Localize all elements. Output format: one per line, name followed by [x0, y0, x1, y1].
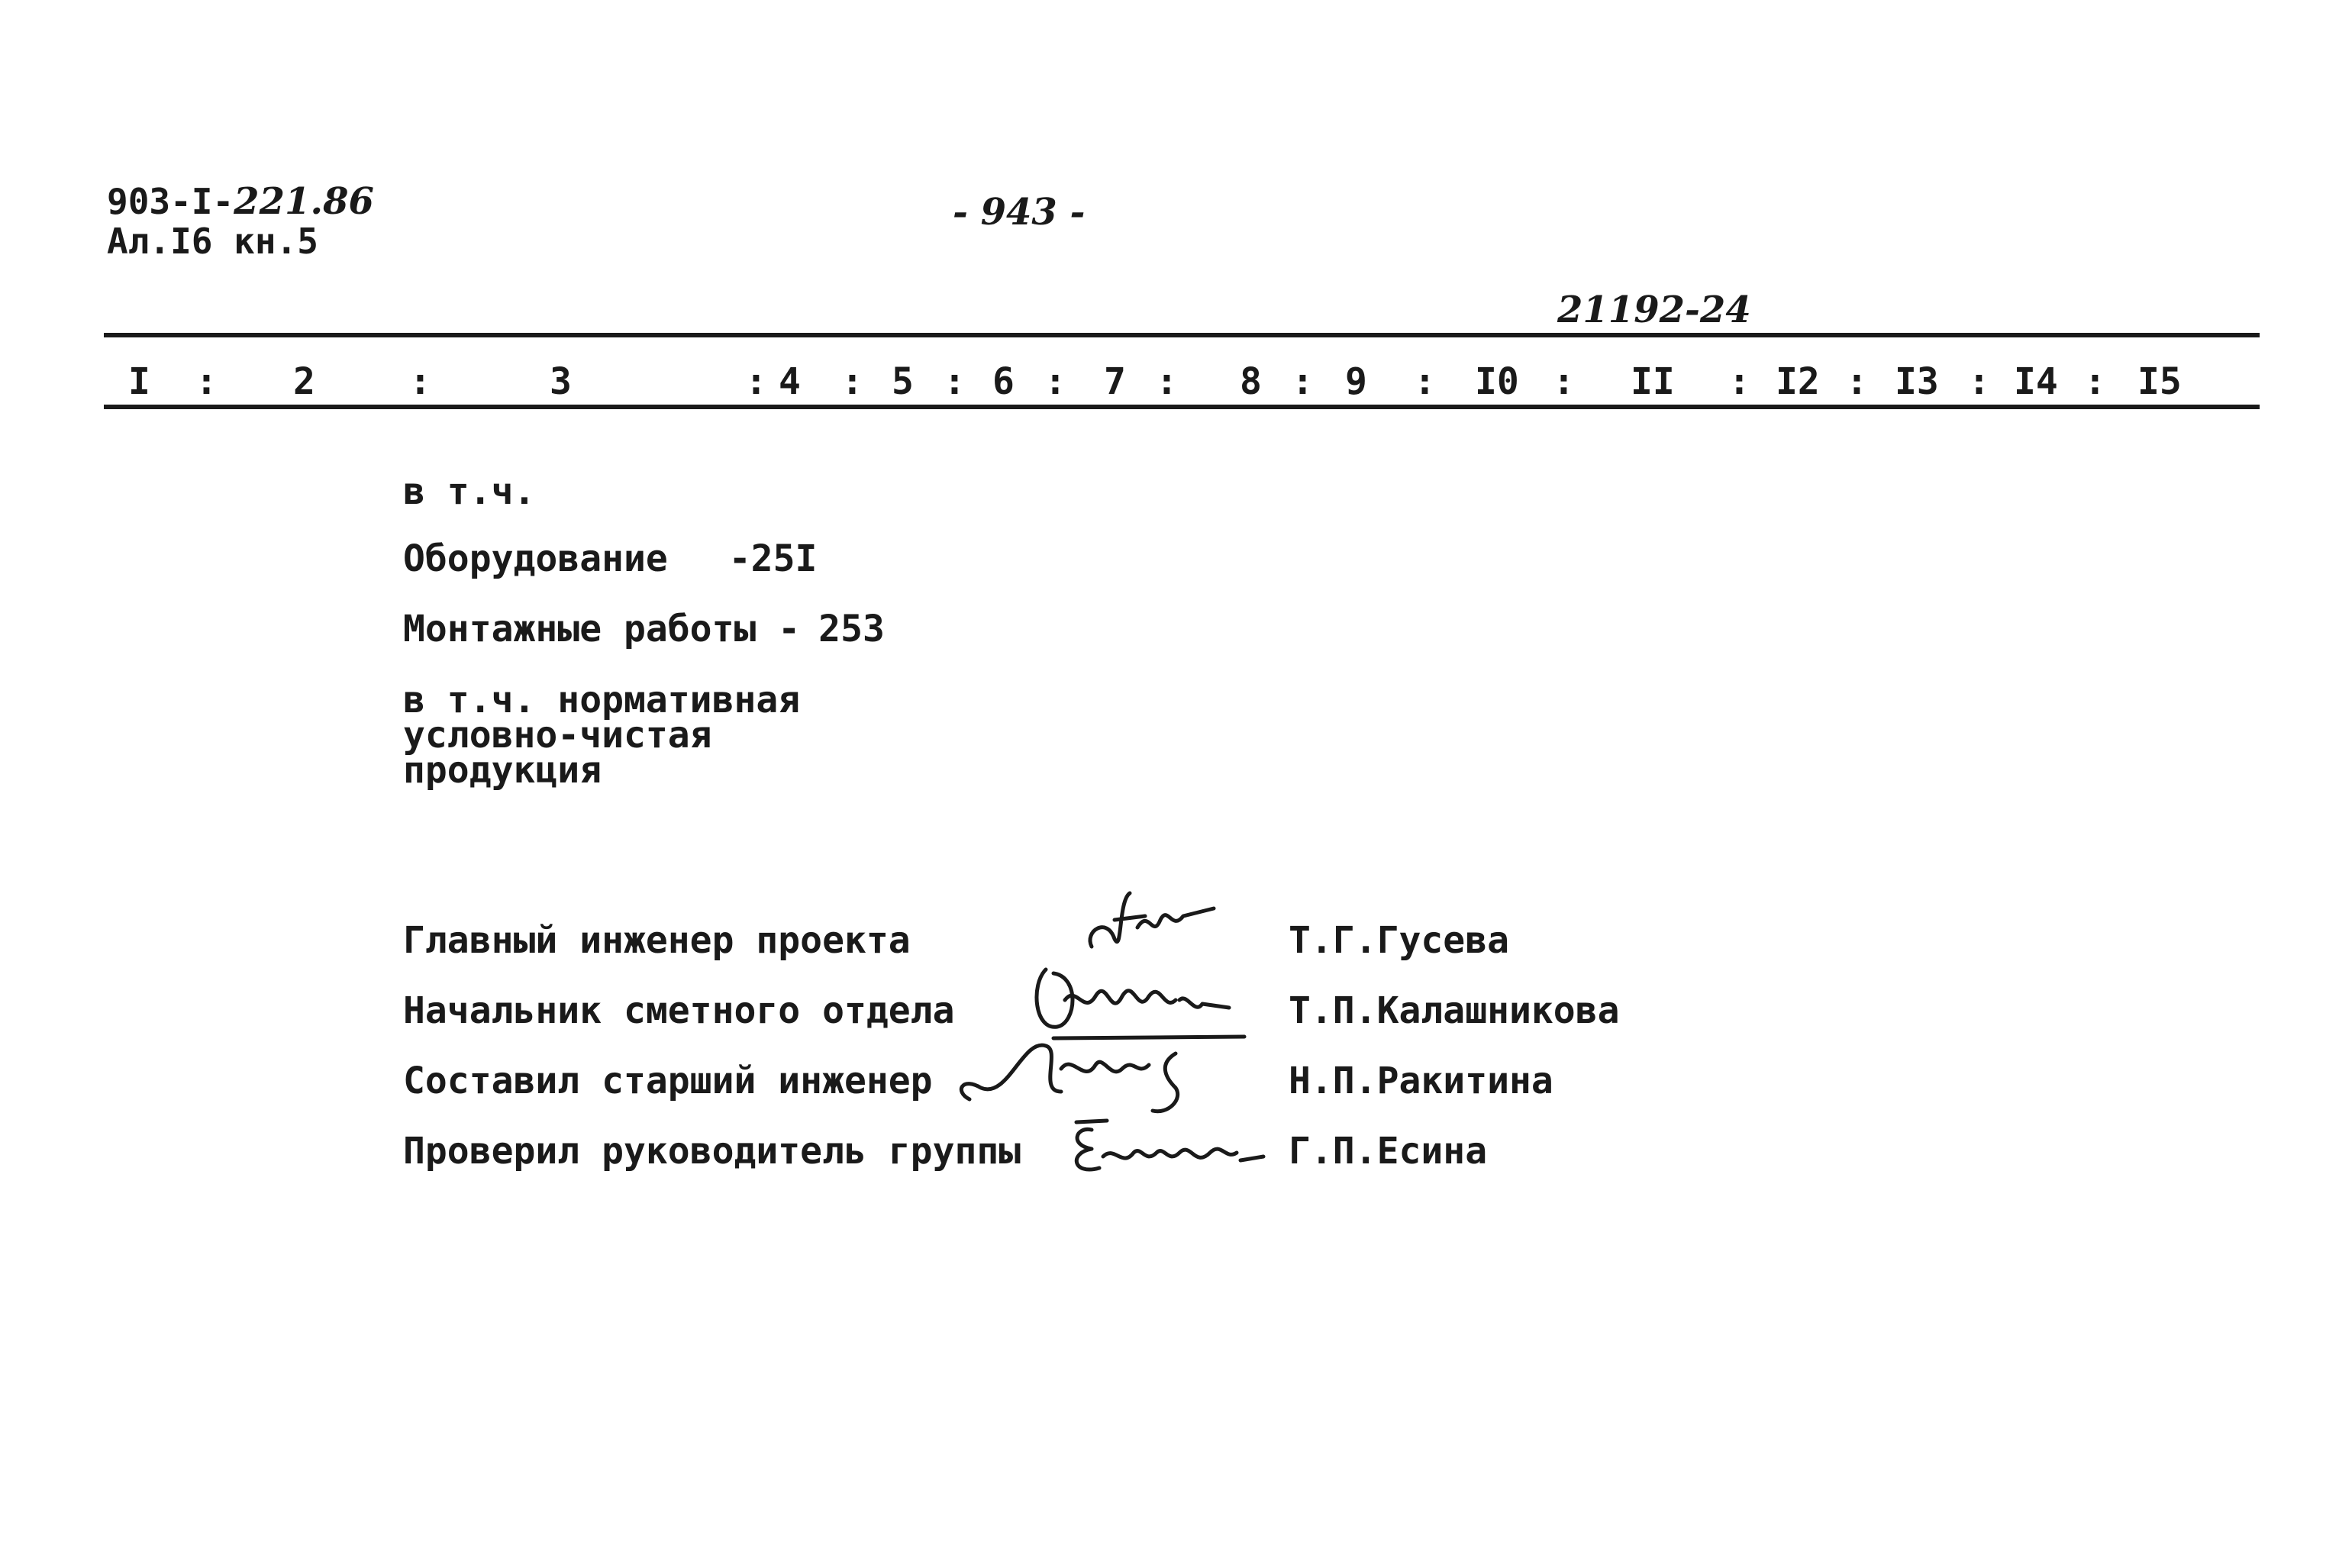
signature-role: Составил старший инженер	[403, 1060, 933, 1102]
normative-line: продукция	[403, 749, 602, 792]
handwritten-signature	[1076, 886, 1229, 965]
column-header: I5	[2137, 360, 2182, 403]
column-separator: :	[1292, 360, 1314, 403]
normative-line: условно-чистая	[403, 714, 712, 757]
column-header: I0	[1475, 360, 1519, 403]
column-separator: :	[1044, 360, 1066, 403]
handwritten-signature	[1061, 1115, 1290, 1186]
column-header: 4	[779, 360, 801, 403]
column-separator: :	[1728, 360, 1750, 403]
column-separator: :	[2084, 360, 2106, 403]
column-header: 6	[992, 360, 1015, 403]
column-header: I2	[1776, 360, 1820, 403]
equipment-label: Оборудование	[403, 537, 668, 580]
column-header: II	[1631, 360, 1675, 403]
signature-name: Т.П.Калашникова	[1289, 989, 1620, 1032]
column-header: 9	[1345, 360, 1367, 403]
installation-label: Монтажные работы -	[403, 608, 801, 650]
table-top-rule	[104, 333, 2260, 337]
signature-name: Т.Г.Гусева	[1289, 919, 1509, 962]
table-bottom-rule	[104, 405, 2260, 409]
column-header: I	[128, 360, 150, 403]
equipment-value: -25I	[728, 537, 818, 580]
including-label: в т.ч.	[403, 470, 536, 513]
page-number: - 943 -	[953, 191, 1086, 234]
column-separator: :	[944, 360, 966, 403]
column-separator: :	[841, 360, 863, 403]
column-separator: :	[1846, 360, 1868, 403]
column-separator: :	[1968, 360, 1990, 403]
column-header: I4	[2014, 360, 2058, 403]
equipment-line	[403, 539, 817, 579]
column-header: 8	[1240, 360, 1262, 403]
column-separator: :	[195, 360, 218, 403]
column-header: 3	[550, 360, 572, 403]
signature-name: Г.П.Есина	[1289, 1130, 1488, 1173]
signature-role: Начальник сметного отдела	[403, 989, 955, 1032]
document-code-handwritten: 221.86	[234, 180, 374, 223]
sheet-reference: 21192-24	[1557, 289, 1751, 331]
signature-name: Н.П.Ракитина	[1289, 1060, 1553, 1102]
column-separator: :	[745, 360, 767, 403]
signature-role: Проверил руководитель группы	[403, 1130, 1021, 1173]
column-header: 7	[1104, 360, 1126, 403]
installation-value: 253	[818, 608, 885, 650]
column-header: 2	[293, 360, 315, 403]
column-header: 5	[892, 360, 914, 403]
column-separator: :	[409, 360, 431, 403]
column-separator: :	[1553, 360, 1575, 403]
table-column-header-row	[104, 359, 2260, 405]
album-volume-line: Ал.I6 кн.5	[107, 221, 318, 262]
column-header: I3	[1895, 360, 1939, 403]
normative-block	[403, 679, 801, 792]
column-separator: :	[1156, 360, 1178, 403]
document-code-printed: 903-I-	[107, 181, 234, 222]
document-code	[107, 180, 374, 223]
installation-line	[403, 609, 885, 649]
normative-line: в т.ч. нормативная	[403, 679, 801, 721]
column-separator: :	[1414, 360, 1436, 403]
signature-role: Главный инженер проекта	[403, 919, 911, 962]
